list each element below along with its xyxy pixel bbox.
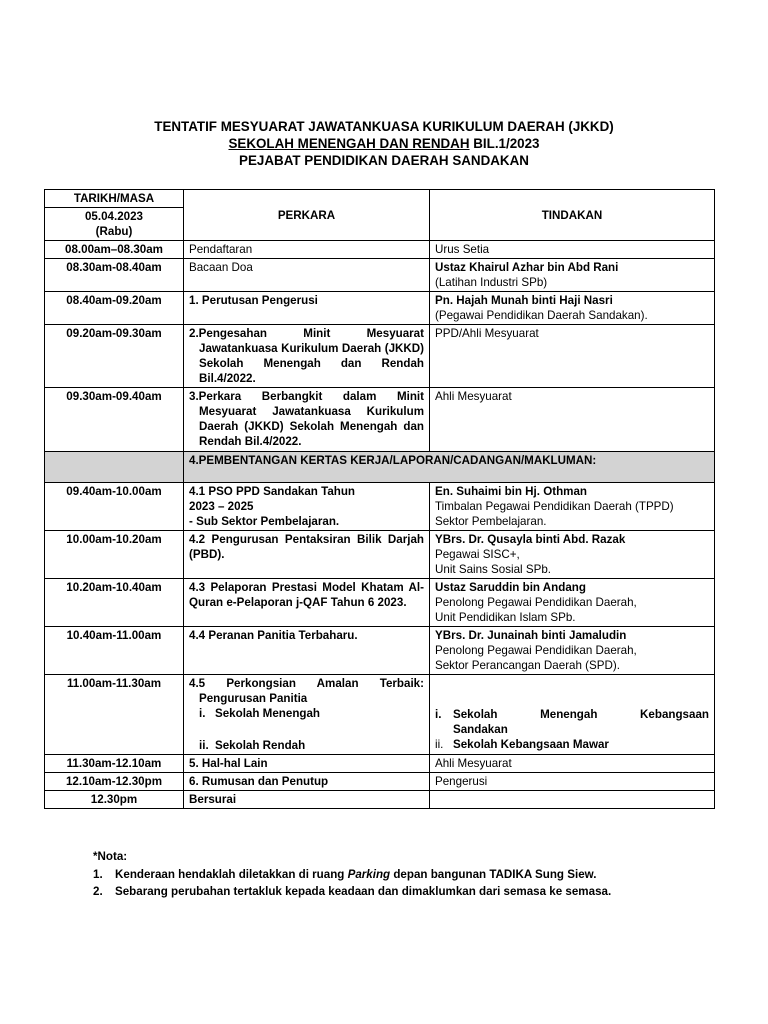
list-item-text: Sekolah Kebangsaan Mawar	[453, 738, 609, 751]
section-header: 4.PEMBENTANGAN KERTAS KERJA/LAPORAN/CADANGAN/MAKLUMAN:	[184, 452, 715, 483]
list-item-number: ii.	[435, 738, 444, 751]
list-item	[435, 707, 709, 737]
table-row	[45, 531, 715, 579]
perkara-cell	[184, 675, 430, 755]
perkara-cell	[184, 325, 430, 388]
perkara-line-3: - Sub Sektor Pembelajaran.	[189, 515, 340, 528]
list-item	[189, 738, 424, 753]
table-row	[45, 483, 715, 531]
perkara-cell: Bacaan Doa	[184, 259, 430, 292]
time-cell: 10.40am-11.00am	[45, 627, 184, 675]
perkara-cell: 6. Rumusan dan Penutup	[184, 773, 430, 791]
tindakan-cell	[430, 675, 715, 755]
perkara-cell: 1. Perutusan Pengerusi	[184, 292, 430, 325]
tindakan-cell	[430, 292, 715, 325]
table-row	[45, 791, 715, 809]
list-item-number: ii.	[199, 739, 209, 752]
title-line-1: TENTATIF MESYUARAT JAWATANKUASA KURIKULUM DAERAH (JKKD)	[154, 119, 614, 134]
time-cell: 10.00am-10.20am	[45, 531, 184, 579]
perkara-cell: Bersurai	[184, 791, 430, 809]
perkara-first-line: 2.Pengesahan Minit Mesyuarat	[189, 327, 424, 340]
tindakan-name: Pn. Hajah Munah binti Haji Nasri	[435, 294, 613, 307]
schedule-table	[44, 189, 715, 809]
table-row	[45, 241, 715, 259]
perkara-cell: 4.3 Pelaporan Prestasi Model Khatam Al-Quran e-Pelaporan j-QAF Tahun 6 2023.	[184, 579, 430, 627]
notes-section	[93, 848, 733, 900]
tindakan-name: Ustaz Khairul Azhar bin Abd Rani	[435, 261, 619, 274]
tindakan-cell	[430, 627, 715, 675]
title-line-2-underlined: SEKOLAH MENENGAH DAN RENDAH	[228, 136, 470, 151]
tindakan-line-3: Sektor Pembelajaran.	[435, 515, 547, 528]
note-text-before: Kenderaan hendaklah diletakkan di ruang	[115, 868, 348, 881]
table-row	[45, 388, 715, 452]
tindakan-cell	[430, 791, 715, 809]
time-cell: 09.30am-09.40am	[45, 388, 184, 452]
note-text: Sebarang perubahan tertakluk kepada keadaan dan dimaklumkan dari semasa ke semasa.	[115, 885, 612, 898]
tindakan-line-3: Unit Pendidikan Islam SPb.	[435, 611, 576, 624]
tindakan-line-2: Penolong Pegawai Pendidikan Daerah,	[435, 644, 637, 657]
note-number: 2.	[93, 885, 103, 898]
header-day-value: (Rabu)	[95, 225, 133, 238]
list-item-number: i.	[435, 708, 442, 721]
perkara-cell	[184, 388, 430, 452]
header-tindakan: TINDAKAN	[430, 190, 715, 241]
tindakan-line-3: Unit Sains Sosial SPb.	[435, 563, 551, 576]
tindakan-name: Ustaz Saruddin bin Andang	[435, 581, 586, 594]
table-row	[45, 755, 715, 773]
table-row	[45, 675, 715, 755]
perkara-line-1: 4.1 PSO PPD Sandakan Tahun	[189, 485, 356, 498]
note-item	[93, 866, 733, 883]
table-row	[45, 325, 715, 388]
perkara-cell	[184, 483, 430, 531]
title-line-2	[0, 135, 768, 152]
header-tarikh-masa: TARIKH/MASA	[45, 190, 184, 208]
perkara-sub: Pengurusan Panitia	[199, 692, 308, 705]
table-row	[45, 579, 715, 627]
tindakan-line-2: Pegawai SISC+,	[435, 548, 520, 561]
time-cell: 09.40am-10.00am	[45, 483, 184, 531]
table-row	[45, 259, 715, 292]
list-item-first-line: Sekolah Menengah Kebangsaan	[453, 708, 709, 721]
note-text-italic: Parking	[347, 868, 391, 881]
spacer	[189, 721, 424, 738]
tindakan-cell: Ahli Mesyuarat	[430, 755, 715, 773]
tindakan-cell: PPD/Ahli Mesyuarat	[430, 325, 715, 388]
document-title	[0, 118, 768, 169]
tindakan-line-3: Sektor Perancangan Daerah (SPD).	[435, 659, 620, 672]
perkara-first-line: 3.Perkara Berbangkit dalam Minit	[189, 390, 424, 403]
time-cell: 11.30am-12.10am	[45, 755, 184, 773]
list-item-text: Sekolah Menengah	[215, 707, 321, 720]
time-cell: 09.20am-09.30am	[45, 325, 184, 388]
time-cell: 08.40am-09.20am	[45, 292, 184, 325]
note-item	[93, 883, 733, 900]
tindakan-role: (Pegawai Pendidikan Daerah Sandakan).	[435, 309, 648, 322]
time-cell: 11.00am-11.30am	[45, 675, 184, 755]
tindakan-cell: Pengerusi	[430, 773, 715, 791]
time-cell: 12.10am-12.30pm	[45, 773, 184, 791]
title-line-2-rest: BIL.1/2023	[469, 136, 540, 151]
note-text	[115, 866, 596, 883]
time-cell: 10.20am-10.40am	[45, 579, 184, 627]
tindakan-cell	[430, 483, 715, 531]
perkara-line-2: 2023 – 2025	[189, 500, 254, 513]
list-item-rest: Sandakan	[453, 723, 508, 736]
note-text-after: depan bangunan TADIKA Sung Siew.	[390, 868, 597, 881]
tindakan-cell: Urus Setia	[430, 241, 715, 259]
title-line-3: PEJABAT PENDIDIKAN DAERAH SANDAKAN	[239, 153, 529, 168]
header-perkara: PERKARA	[184, 190, 430, 241]
note-number: 1.	[93, 868, 103, 881]
tindakan-cell	[430, 579, 715, 627]
time-cell: 08.00am–08.30am	[45, 241, 184, 259]
perkara-cell: 5. Hal-hal Lain	[184, 755, 430, 773]
spacer	[435, 676, 709, 707]
list-item-number: i.	[199, 707, 206, 720]
perkara-cell: Pendaftaran	[184, 241, 430, 259]
perkara-cell: 4.4 Peranan Panitia Terbaharu.	[184, 627, 430, 675]
list-item	[189, 706, 424, 721]
perkara-rest: Jawatankuasa Kurikulum Daerah (JKKD) Sekolah Menengah dan Rendah Bil.4/2022.	[199, 342, 424, 385]
section-header-row	[45, 452, 715, 483]
tindakan-role: (Latihan Industri SPb)	[435, 276, 548, 289]
perkara-first-line: 4.5 Perkongsian Amalan Terbaik:	[189, 677, 424, 690]
table-row	[45, 292, 715, 325]
tindakan-name: YBrs. Dr. Junainah binti Jamaludin	[435, 629, 627, 642]
header-row	[45, 190, 715, 208]
time-cell: 12.30pm	[45, 791, 184, 809]
table-row	[45, 627, 715, 675]
perkara-rest: Mesyuarat Jawatankuasa Kurikulum Daerah (JKKD) Sekolah Menengah dan Rendah Bil.4/2022.	[199, 405, 424, 448]
tindakan-cell: Ahli Mesyuarat	[430, 388, 715, 452]
tindakan-name: YBrs. Dr. Qusayla binti Abd. Razak	[435, 533, 626, 546]
tindakan-cell	[430, 259, 715, 292]
tindakan-cell	[430, 531, 715, 579]
tindakan-line-2: Timbalan Pegawai Pendidikan Daerah (TPPD)	[435, 500, 674, 513]
section-header-blank	[45, 452, 184, 483]
header-date	[45, 208, 184, 241]
list-item-text: Sekolah Rendah	[215, 739, 306, 752]
tindakan-name: En. Suhaimi bin Hj. Othman	[435, 485, 588, 498]
header-date-value: 05.04.2023	[84, 210, 144, 223]
notes-label: *Nota:	[93, 850, 128, 863]
perkara-cell: 4.2 Pengurusan Pentaksiran Bilik Darjah (PBD).	[184, 531, 430, 579]
time-cell: 08.30am-08.40am	[45, 259, 184, 292]
list-item-text	[453, 707, 709, 737]
tindakan-line-2: Penolong Pegawai Pendidikan Daerah,	[435, 596, 637, 609]
list-item	[435, 737, 709, 752]
table-row	[45, 773, 715, 791]
